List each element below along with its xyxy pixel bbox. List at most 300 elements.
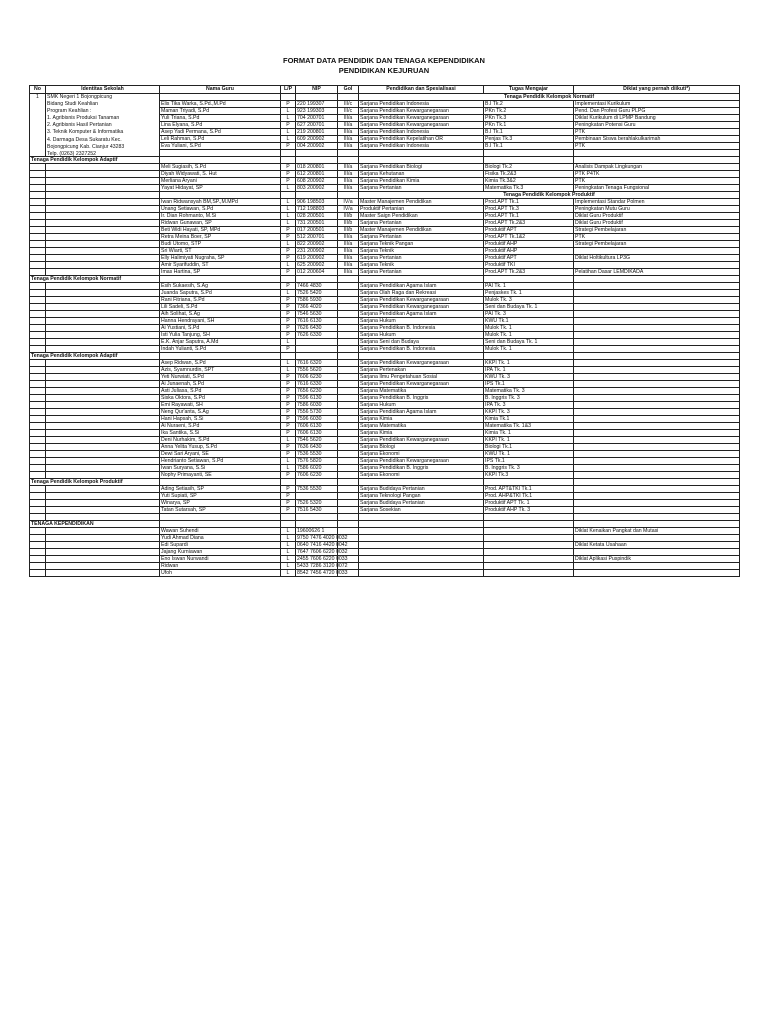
education-cell: Sarjana Hukum (359, 332, 484, 339)
training-cell: Strategi Pembelajaran (574, 241, 740, 248)
table-row (30, 143, 740, 150)
no-cell (30, 290, 46, 297)
school-cell (46, 255, 160, 262)
education-cell: Sarjana Pendidikan Kimia (359, 178, 484, 185)
education-cell: Master Manajemen Pendidikan (359, 227, 484, 234)
education-cell: Sarjana Matematika (359, 423, 484, 430)
empty-cell (484, 479, 574, 486)
nip-cell: 612 200801 (296, 171, 338, 178)
training-cell: Diklat Guru Produktif (574, 220, 740, 227)
education-cell: Sarjana Pertanian (359, 255, 484, 262)
name-cell: Ading Setiasih, SP (160, 486, 281, 493)
gol-cell: III/a (338, 234, 359, 241)
education-cell (359, 514, 484, 521)
no-cell (30, 164, 46, 171)
no-cell (30, 283, 46, 290)
row-number: 1 (30, 94, 46, 101)
training-cell (574, 304, 740, 311)
education-cell: Sarjana Seni dan Budaya (359, 339, 484, 346)
gol-cell (338, 297, 359, 304)
training-cell (574, 409, 740, 416)
no-cell (30, 150, 46, 157)
no-cell (30, 136, 46, 143)
teaching-cell: IPS Tk.1 (484, 381, 574, 388)
nip-cell: 712 198803 (296, 206, 338, 213)
table-row (30, 206, 740, 213)
document-title (0, 56, 768, 76)
teaching-cell: Matematika Tk. 1&3 (484, 423, 574, 430)
table-row (30, 101, 740, 108)
table-row (30, 283, 740, 290)
gender-cell: P (281, 255, 296, 262)
empty-cell (46, 94, 160, 157)
gender-cell: P (281, 318, 296, 325)
gender-cell: L (281, 535, 296, 542)
name-cell: Rani Fitriana, S.Pd (160, 297, 281, 304)
gender-cell: L (281, 220, 296, 227)
no-cell (30, 444, 46, 451)
school-cell (46, 423, 160, 430)
name-cell: Eno Iswan Nurwandi (160, 556, 281, 563)
staff-table (29, 85, 740, 577)
teaching-cell: Matematika Tk. 3 (484, 388, 574, 395)
nip-cell: 7536 5530 (296, 486, 338, 493)
training-cell: Diklat Ketata Usahaan (574, 542, 740, 549)
section-row (30, 521, 740, 528)
name-cell: Azis, Syamnurdin, SPT (160, 367, 281, 374)
education-cell: Master Manajemen Pendidikan (359, 199, 484, 206)
name-cell: Diyah Widyawati, S. Hut (160, 171, 281, 178)
nip-cell: 7656 6230 (296, 388, 338, 395)
no-cell (30, 493, 46, 500)
empty-cell (338, 353, 359, 360)
table-row (30, 507, 740, 514)
teaching-cell: KWU Tk.1 (484, 318, 574, 325)
no-cell (30, 269, 46, 276)
no-cell (30, 472, 46, 479)
training-cell (574, 346, 740, 353)
training-cell (574, 458, 740, 465)
training-cell (574, 472, 740, 479)
gol-cell: III/a (338, 115, 359, 122)
school-cell (46, 339, 160, 346)
gol-cell (338, 283, 359, 290)
gol-cell (338, 416, 359, 423)
name-cell: Asti Juliasa, S.Pd (160, 388, 281, 395)
title-line-1: FORMAT DATA PENDIDIK DAN TENAGA KEPENDIDIKAN (283, 56, 485, 65)
name-cell: Iwan Ridwansyah BM,SP.,M.MPd (160, 199, 281, 206)
school-cell (46, 458, 160, 465)
table-row (30, 227, 740, 234)
no-cell (30, 227, 46, 234)
empty-cell (338, 276, 359, 283)
name-cell: Ir. Dian Rohmanto, M.Si (160, 213, 281, 220)
gol-cell: III/a (338, 255, 359, 262)
no-cell (30, 115, 46, 122)
gender-cell: P (281, 325, 296, 332)
no-cell (30, 423, 46, 430)
education-cell: Sarjana Pendidikan Kewarganegaraan (359, 304, 484, 311)
no-cell (30, 325, 46, 332)
table-row (30, 437, 740, 444)
table-row (30, 346, 740, 353)
group-header-row (30, 94, 740, 101)
name-cell: Ika Santika, S.Si (160, 430, 281, 437)
table-row (30, 108, 740, 115)
training-cell: Pelatihan Dasar LEMDIKADA (574, 269, 740, 276)
no-cell (30, 514, 46, 521)
school-cell (46, 507, 160, 514)
education-cell: Sarjana Pendidikan Indonesia (359, 143, 484, 150)
gender-cell: L (281, 129, 296, 136)
table-row (30, 416, 740, 423)
training-cell (574, 388, 740, 395)
no-cell (30, 171, 46, 178)
training-cell (574, 374, 740, 381)
gender-cell: L (281, 185, 296, 192)
gender-cell: P (281, 297, 296, 304)
training-cell (574, 402, 740, 409)
gender-cell: P (281, 430, 296, 437)
school-cell (46, 206, 160, 213)
name-cell: Budi Utomo, STP (160, 241, 281, 248)
training-cell: PTK (574, 143, 740, 150)
name-cell (160, 150, 281, 157)
table-row (30, 402, 740, 409)
nip-cell: 7536 5530 (296, 451, 338, 458)
gender-cell: P (281, 451, 296, 458)
name-cell: Anna Yelita Yusup, S.Pd (160, 444, 281, 451)
no-cell (30, 437, 46, 444)
empty-cell (281, 353, 296, 360)
table-row (30, 563, 740, 570)
teaching-cell: Prod.APT Tk.1 (484, 213, 574, 220)
name-cell: Yudi Ahmad Diana (160, 535, 281, 542)
table-row (30, 297, 740, 304)
education-cell: Sarjana Ekonomi (359, 451, 484, 458)
school-cell (46, 213, 160, 220)
education-cell (359, 150, 484, 157)
training-cell (574, 451, 740, 458)
training-cell: Diklat Kurikulum di LPMP Bandung (574, 115, 740, 122)
nip-cell: 7586 5930 (296, 297, 338, 304)
nip-cell: 7606 6230 (296, 374, 338, 381)
empty-cell (359, 353, 484, 360)
empty-cell (281, 521, 296, 528)
header-teaching: Tugas Mengajar (484, 86, 574, 94)
header-school: Identitas Sekolah (46, 86, 160, 94)
nip-cell: 018 200801 (296, 164, 338, 171)
gender-cell: L (281, 556, 296, 563)
no-cell (30, 416, 46, 423)
training-cell: Peningkatan Mutu Guru (574, 206, 740, 213)
teaching-cell (484, 556, 574, 563)
education-cell: Sarjana Ekonomi (359, 472, 484, 479)
gender-cell: L (281, 528, 296, 535)
gender-cell: P (281, 388, 296, 395)
table-row (30, 234, 740, 241)
section-title: Tenaga Pendidik Kelompok Normatif (30, 276, 160, 283)
name-cell: Yuli Triana, S.Pd (160, 115, 281, 122)
gol-cell: III/a (338, 241, 359, 248)
education-cell: Sarjana Pendidikan B. Inggris (359, 465, 484, 472)
name-cell: Ai Junaenah, S.Pd (160, 381, 281, 388)
education-cell (359, 563, 484, 570)
nip-cell: 7526 5320 (296, 500, 338, 507)
gol-cell: III/a (338, 122, 359, 129)
school-identity (47, 94, 124, 158)
no-cell (30, 346, 46, 353)
name-cell: Ridwan Gunawan, SP (160, 220, 281, 227)
table-header-row (30, 86, 740, 94)
name-cell: Ufoh (160, 570, 281, 577)
school-line: Program Keahlian : (47, 108, 92, 115)
name-cell: Tatan Sutarsah, SP (160, 507, 281, 514)
gender-cell: P (281, 402, 296, 409)
nip-cell: 627 200701 (296, 122, 338, 129)
teaching-cell: Mulok Tk. 3 (484, 297, 574, 304)
name-cell: Iwan Suryana, S.Si (160, 465, 281, 472)
no-cell (30, 542, 46, 549)
school-line: Bidang Studi Keahlian (47, 101, 99, 108)
gol-cell: IV/a (338, 206, 359, 213)
empty-cell (296, 94, 338, 101)
education-cell: Sarjana Pendidikan B. Inggris (359, 395, 484, 402)
training-cell: Pend. Dan Profesi Guru PLPG (574, 108, 740, 115)
gender-cell: L (281, 367, 296, 374)
teaching-cell: KWU Tk. 1 (484, 451, 574, 458)
nip-cell: 7616 6320 (296, 360, 338, 367)
gol-cell (338, 395, 359, 402)
school-cell (46, 283, 160, 290)
school-cell (46, 374, 160, 381)
gender-cell: P (281, 227, 296, 234)
table-row (30, 570, 740, 577)
school-cell (46, 395, 160, 402)
education-cell: Sarjana Pendidikan Agama Islam (359, 311, 484, 318)
nip-cell: 19600626 1 (296, 528, 338, 535)
education-cell: Sarjana Pertenakan (359, 367, 484, 374)
gender-cell: P (281, 381, 296, 388)
teaching-cell: KKPI Tk. 3 (484, 409, 574, 416)
gender-cell: P (281, 444, 296, 451)
group-header-row (30, 192, 740, 199)
nip-cell: 219 200801 (296, 129, 338, 136)
education-cell: Sarjana Pendidikan Indonesia (359, 129, 484, 136)
nip-cell: 7647 7606 6220 0032 (297, 549, 348, 555)
name-cell: Sri Wiarti, ST (160, 248, 281, 255)
gender-cell: P (281, 304, 296, 311)
gender-cell: P (281, 311, 296, 318)
group-header-title: Tenaga Pendidik Kelompok Normatif (359, 94, 740, 101)
table-row (30, 150, 740, 157)
no-cell (30, 185, 46, 192)
school-line: Bojongpicung Kab. Cianjur 43283 (47, 143, 125, 150)
teaching-cell: PKn Tk.1 (484, 122, 574, 129)
training-cell (574, 318, 740, 325)
school-cell (46, 542, 160, 549)
gender-cell: P (281, 283, 296, 290)
empty-cell (338, 94, 359, 101)
name-cell: Yeti Nurwiati, S.Pd (160, 374, 281, 381)
education-cell: Sarjana Pendidikan Kewarganegaraan (359, 122, 484, 129)
name-cell: Hendrianto Setiawan, S.Pd (160, 458, 281, 465)
school-cell (46, 493, 160, 500)
nip-cell: 906 198503 (296, 199, 338, 206)
nip-cell: 923 199303 (296, 108, 338, 115)
empty-cell (359, 521, 484, 528)
gender-cell: P (281, 416, 296, 423)
gol-cell (338, 150, 359, 157)
gol-cell (338, 325, 359, 332)
name-cell: Elis Tika Warka, S.Pd.,M.Pd (160, 101, 281, 108)
empty-cell (281, 157, 296, 164)
gender-cell: L (281, 437, 296, 444)
empty-cell (296, 157, 338, 164)
school-cell (46, 297, 160, 304)
table-row (30, 500, 740, 507)
teaching-cell: Fisika Tk.2&3 (484, 171, 574, 178)
table-row (30, 122, 740, 129)
teaching-cell: Matematika Tk.3 (484, 185, 574, 192)
nip-cell (296, 150, 338, 157)
header-training: Diklat yang pernah diikuti*) (574, 86, 740, 94)
training-cell (574, 332, 740, 339)
no-cell (30, 332, 46, 339)
training-cell: PTK P4TK (574, 171, 740, 178)
table-row (30, 262, 740, 269)
gol-cell (338, 493, 359, 500)
gender-cell: P (281, 269, 296, 276)
no-cell (30, 108, 46, 115)
name-cell: Indah Yulianti, S.Pd (160, 346, 281, 353)
school-cell (46, 185, 160, 192)
table-row (30, 514, 740, 521)
teaching-cell: Prod. APT&TKI Tk.1 (484, 486, 574, 493)
teaching-cell (484, 535, 574, 542)
table-row (30, 549, 740, 556)
training-cell (574, 367, 740, 374)
school-line: 3. Teknik Komputer & Informatika (47, 129, 124, 136)
header-nip: NIP (296, 86, 338, 94)
gender-cell: L (281, 206, 296, 213)
name-cell: Aih Solihat, S.Ag (160, 311, 281, 318)
education-cell: Sarjana Pertanian (359, 269, 484, 276)
no-cell (30, 458, 46, 465)
gender-cell: L (281, 465, 296, 472)
gender-cell: L (281, 241, 296, 248)
teaching-cell: IPA Tk. 3 (484, 402, 574, 409)
teaching-cell: B. Inggris Tk. 3 (484, 465, 574, 472)
education-cell: Sarjana Matematika (359, 388, 484, 395)
teaching-cell: Biologi Tk.1 (484, 444, 574, 451)
name-cell: Emi Rayawati, SH (160, 402, 281, 409)
table-row (30, 185, 740, 192)
name-cell: Asep Yadi Permana, S.Pd (160, 129, 281, 136)
teaching-cell: Prod.APT Tk.1&2 (484, 234, 574, 241)
nip-cell (296, 514, 338, 521)
no-cell (30, 395, 46, 402)
table-row (30, 374, 740, 381)
education-cell: Sarjana Pendidikan Agama Islam (359, 283, 484, 290)
empty-cell (574, 276, 740, 283)
no-cell (30, 241, 46, 248)
education-cell (359, 542, 484, 549)
gender-cell: L (281, 290, 296, 297)
name-cell: Meli Sugiasih, S.Pd (160, 164, 281, 171)
table-row (30, 444, 740, 451)
training-cell (574, 500, 740, 507)
name-cell: Elly Halimiyati Nugraha, SP (160, 255, 281, 262)
training-cell: Analisis Dampak Lingkungan (574, 164, 740, 171)
gender-cell: P (281, 395, 296, 402)
gol-cell: III/b (338, 220, 359, 227)
table-body (30, 94, 740, 577)
gol-cell: III/a (338, 129, 359, 136)
gol-cell: III/c (338, 108, 359, 115)
teaching-cell: Penjaskes Tk. 1 (484, 290, 574, 297)
gol-cell (338, 500, 359, 507)
school-cell (46, 290, 160, 297)
education-cell: Sarjana Pertanian (359, 185, 484, 192)
teaching-cell: Mulok Tk. 1 (484, 332, 574, 339)
table-row (30, 451, 740, 458)
name-cell: Deni Nurhakim, S.Pd (160, 437, 281, 444)
teaching-cell: Seni dan Budaya Tk. 1 (484, 304, 574, 311)
gol-cell: IV/a (338, 199, 359, 206)
teaching-cell (484, 514, 574, 521)
name-cell: Retra Meina Boer, SP (160, 234, 281, 241)
table-row (30, 381, 740, 388)
education-cell: Sarjana Hukum (359, 318, 484, 325)
nip-cell: 231 200902 (296, 248, 338, 255)
school-line: 1. Agribisnis Produksi Tanaman (47, 115, 120, 122)
empty-cell (296, 276, 338, 283)
nip-cell (296, 339, 338, 346)
teaching-cell: IPS Tk.1 (484, 458, 574, 465)
education-cell: Sarjana Pendidikan Kewarganegaraan (359, 458, 484, 465)
teaching-cell: Kimia Tk.1 (484, 416, 574, 423)
name-cell: Yuti Supiati, SP (160, 493, 281, 500)
school-cell (46, 451, 160, 458)
training-cell: Pembinaan Siswa berahlakulkarimah (574, 136, 740, 143)
teaching-cell: KKPI Tk. 1 (484, 437, 574, 444)
teaching-cell: Biologi Tk.2 (484, 164, 574, 171)
table-row (30, 318, 740, 325)
nip-cell: 7606 6130 (296, 430, 338, 437)
teaching-cell: Produktif AHP (484, 248, 574, 255)
table-row (30, 325, 740, 332)
training-cell: Diklat Kenaikan Pangkat dan Mutasi (574, 528, 740, 535)
empty-cell (574, 157, 740, 164)
gol-cell: III/a (338, 164, 359, 171)
training-cell (574, 290, 740, 297)
header-gol: Gol (338, 86, 359, 94)
empty-cell (160, 192, 281, 199)
gender-cell: P (281, 423, 296, 430)
table-row (30, 367, 740, 374)
school-cell (46, 367, 160, 374)
gender-cell: P (281, 346, 296, 353)
gender-cell: P (281, 122, 296, 129)
section-title: Tenaga Pendidik Kelompok Adaptif (30, 353, 160, 360)
no-cell (30, 556, 46, 563)
empty-cell (484, 353, 574, 360)
gol-cell (338, 290, 359, 297)
gol-cell: III/a (338, 136, 359, 143)
training-cell (574, 360, 740, 367)
school-cell (46, 514, 160, 521)
